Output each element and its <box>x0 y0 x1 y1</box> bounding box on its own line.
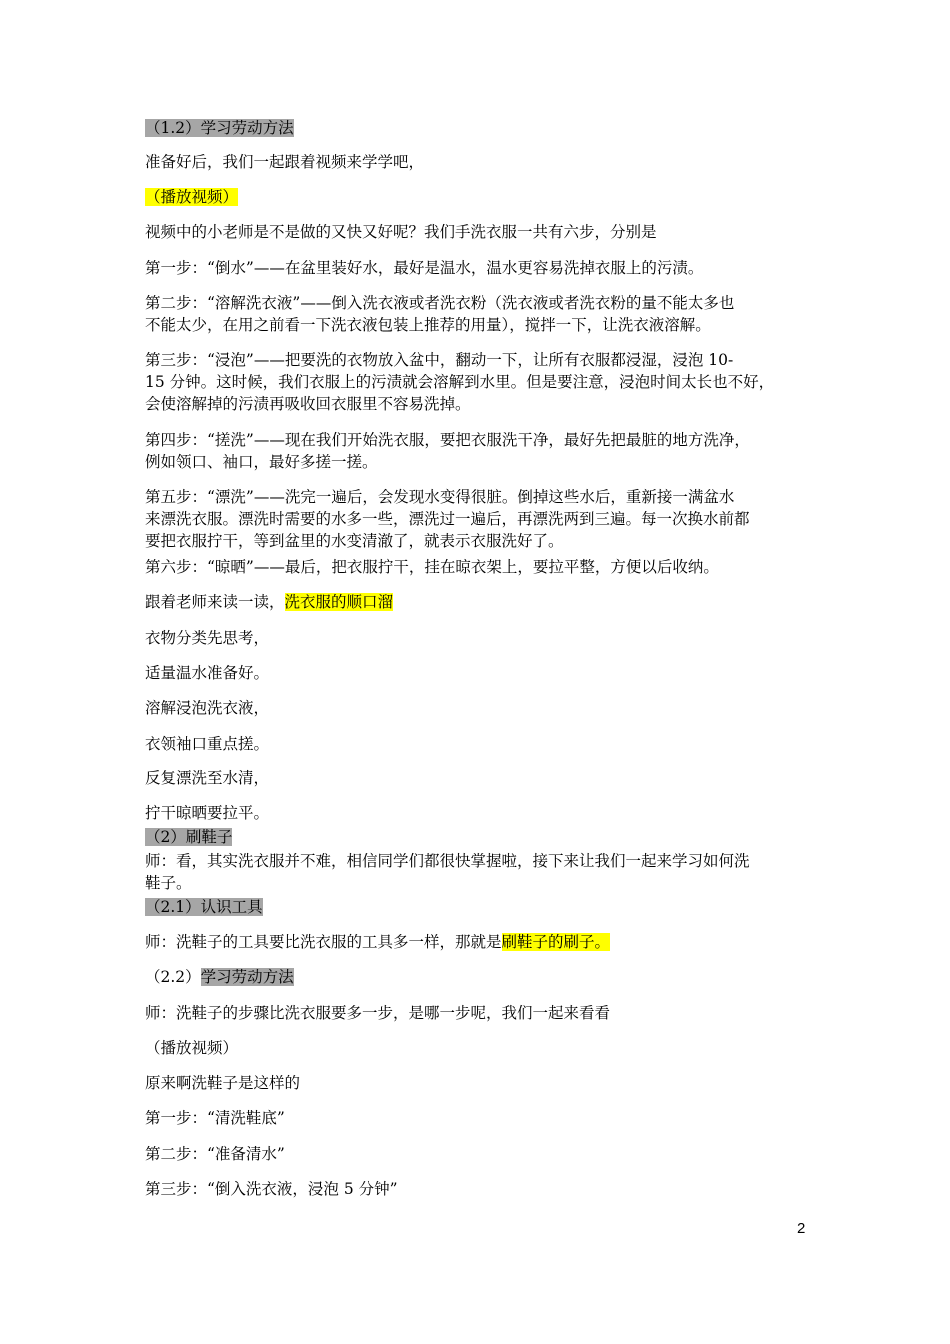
text-segment: 第五步：“漂洗”——洗完一遍后，会发现水变得很脏。倒掉这些水后，重新接一满盆水 <box>145 488 735 506</box>
highlighted-text: （播放视频） <box>145 188 239 206</box>
text-line <box>145 802 269 824</box>
text-line <box>145 349 733 371</box>
text-line <box>145 826 232 848</box>
text-segment: 第六步：“晾晒”——最后，把衣服拧干，挂在晾衣架上，要拉平整，方便以后收纳。 <box>145 558 719 576</box>
text-segment: 师：洗鞋子的工具要比洗衣服的工具多一样，那就是 <box>145 933 502 951</box>
text-line <box>145 117 294 139</box>
text-segment: 拧干晾晒要拉平。 <box>145 804 270 822</box>
text-segment: 鞋子。 <box>145 874 192 892</box>
page-number: 2 <box>797 1220 806 1237</box>
text-segment: 准备好后，我们一起跟着视频来学学吧， <box>145 153 425 171</box>
text-line <box>145 257 703 279</box>
text-line <box>145 451 378 473</box>
text-segment: 视频中的小老师是不是做的又快又好呢？我们手洗衣服一共有六步，分别是 <box>145 223 657 241</box>
highlighted-text: （1.2）学习劳动方法 <box>145 119 294 137</box>
text-line <box>145 429 750 451</box>
text-line <box>145 371 774 393</box>
text-segment: 第一步：“清洗鞋底” <box>145 1109 285 1127</box>
text-line <box>145 314 711 336</box>
text-segment: 第二步：“溶解洗衣液”——倒入洗衣液或者洗衣粉（洗衣液或者洗衣粉的量不能太多也 <box>145 294 735 312</box>
text-segment: 15 分钟。这时候，我们衣服上的污渍就会溶解到水里。但是要注意，浸泡时间太长也不好， <box>145 373 775 391</box>
text-line <box>145 221 657 243</box>
text-line <box>145 1107 285 1129</box>
text-segment: 原来啊洗鞋子是这样的 <box>145 1074 301 1092</box>
text-line <box>145 896 263 918</box>
text-segment: 反复漂洗至水清， <box>145 769 270 787</box>
text-line <box>145 508 750 530</box>
text-segment: 例如领口、袖口，最好多搓一搓。 <box>145 453 378 471</box>
text-segment: 师：洗鞋子的步骤比洗衣服要多一步，是哪一步呢，我们一起来看看 <box>145 1004 611 1022</box>
text-line <box>145 393 471 415</box>
text-line <box>145 151 424 173</box>
text-line <box>145 662 269 684</box>
text-line <box>145 1072 300 1094</box>
text-line <box>145 186 238 208</box>
highlighted-text: 学习劳动方法 <box>200 968 294 986</box>
text-line <box>145 872 192 894</box>
text-line <box>145 733 269 755</box>
text-line <box>145 627 269 649</box>
text-line <box>145 697 269 719</box>
text-segment: （2.2） <box>145 968 201 986</box>
text-segment: （播放视频） <box>145 1039 239 1057</box>
text-segment: 要把衣服拧干，等到盆里的水变清澈了，就表示衣服洗好了。 <box>145 532 564 550</box>
text-segment: 第四步：“搓洗”——现在我们开始洗衣服，要把衣服洗干净，最好先把最脏的地方洗净， <box>145 431 750 449</box>
text-segment: 跟着老师来读一读， <box>145 593 285 611</box>
text-segment: 第三步：“浸泡”——把要洗的衣物放入盆中，翻动一下，让所有衣服都浸湿，浸泡 10- <box>145 351 734 369</box>
text-line <box>145 1178 398 1200</box>
text-line <box>145 1037 238 1059</box>
text-segment: 衣物分类先思考， <box>145 629 270 647</box>
text-segment: 第三步：“倒入洗衣液，浸泡 5 分钟” <box>145 1180 398 1198</box>
highlighted-text: 洗衣服的顺口溜 <box>284 593 394 611</box>
text-line <box>145 1143 285 1165</box>
text-segment: 不能太少，在用之前看一下洗衣液包装上推荐的用量），搅拌一下，让洗衣液溶解。 <box>145 316 711 334</box>
text-line <box>145 292 734 314</box>
text-line <box>145 966 294 988</box>
highlighted-text: （2.1）认识工具 <box>145 898 263 916</box>
text-segment: 衣领袖口重点搓。 <box>145 735 270 753</box>
text-line <box>145 556 719 578</box>
text-segment: 师：看，其实洗衣服并不难，相信同学们都很快掌握啦，接下来让我们一起来学习如何洗 <box>145 852 750 870</box>
text-line <box>145 591 393 613</box>
text-line <box>145 530 564 552</box>
text-line <box>145 931 610 953</box>
text-segment: 会使溶解掉的污渍再吸收回衣服里不容易洗掉。 <box>145 395 471 413</box>
highlighted-text: 刷鞋子的刷子。 <box>501 933 611 951</box>
text-segment: 第一步：“倒水”——在盆里装好水，最好是温水，温水更容易洗掉衣服上的污渍。 <box>145 259 704 277</box>
text-segment: 溶解浸泡洗衣液， <box>145 699 270 717</box>
text-line <box>145 767 269 789</box>
text-segment: 来漂洗衣服。漂洗时需要的水多一些，漂洗过一遍后，再漂洗两到三遍。每一次换水前都 <box>145 510 750 528</box>
text-line <box>145 486 734 508</box>
text-line <box>145 1002 610 1024</box>
highlighted-text: （2）刷鞋子 <box>145 828 233 846</box>
text-segment: 第二步：“准备清水” <box>145 1145 285 1163</box>
text-line <box>145 850 750 872</box>
text-segment: 适量温水准备好。 <box>145 664 270 682</box>
